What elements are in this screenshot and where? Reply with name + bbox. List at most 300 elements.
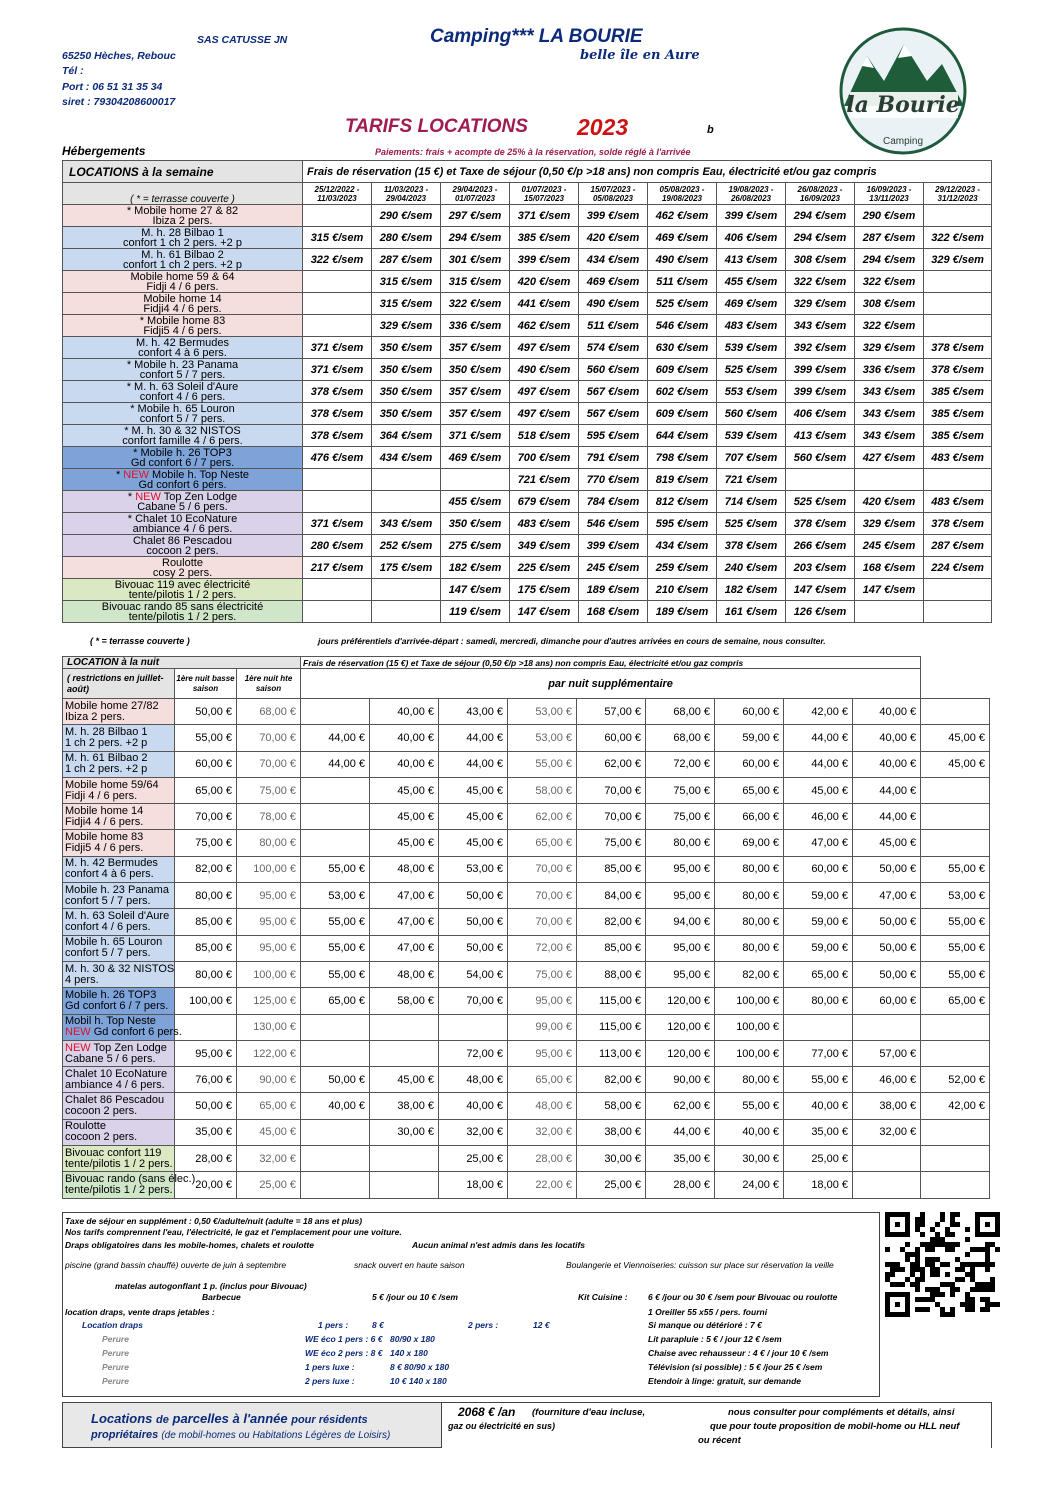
qr-module — [910, 1252, 915, 1257]
night-price-cell: 25,00 € — [784, 1146, 853, 1172]
night-price-cell: 55,00 € — [921, 961, 990, 987]
week-price-cell: 560 €/sem — [717, 403, 786, 425]
qr-module — [960, 1262, 965, 1267]
night-price-cell: 44,00 € — [301, 751, 370, 777]
label-line-2: Ibiza 2 pers. — [152, 214, 213, 227]
company-block — [62, 33, 287, 111]
week-price-cell: 434 €/sem — [372, 447, 441, 469]
week-row — [63, 557, 992, 579]
week-price-cell: 497 €/sem — [510, 403, 579, 425]
week-row — [63, 601, 992, 623]
qr-module — [960, 1267, 965, 1272]
qr-module — [905, 1257, 910, 1262]
week-price-cell: 378 €/sem — [303, 403, 372, 425]
night-price-cell: 47,00 € — [370, 883, 439, 909]
label-line-1: * Mobile h. 26 TOP3 — [133, 446, 232, 459]
week-price-cell: 525 €/sem — [717, 359, 786, 381]
week-price-cell: 469 €/sem — [717, 293, 786, 315]
night-price-cell: 38,00 € — [577, 1119, 646, 1145]
week-price-cell: 259 €/sem — [648, 557, 717, 579]
qr-module — [985, 1282, 990, 1287]
label-line-2: cocoon 2 pers. — [65, 1105, 138, 1118]
label-line-2: Gd confort 6 / 7 pers. — [65, 999, 169, 1012]
page-subtitle: belle île en Aure — [580, 48, 700, 63]
footer-consult-2: que pour toute proposition de mobil-home ou HLL neuf — [710, 1421, 960, 1432]
night-price-cell: 50,00 € — [853, 909, 921, 935]
qr-module — [920, 1277, 925, 1282]
night-price-cell: 75,00 € — [237, 777, 301, 803]
week-price-cell: 406 €/sem — [717, 227, 786, 249]
week-price-cell: 371 €/sem — [303, 513, 372, 535]
night-price-cell — [921, 830, 990, 856]
qr-module — [895, 1222, 900, 1227]
week-price-cell: 784 €/sem — [579, 491, 648, 513]
week-price-cell: 791 €/sem — [579, 447, 648, 469]
label-line-2: ambiance 4 / 6 pers. — [65, 1078, 165, 1091]
week-price-cell: 357 €/sem — [441, 337, 510, 359]
label-line-1: * NEW Mobile h. Top Neste — [115, 468, 250, 481]
piscine-note: piscine (grand bassin chauffé) ouverte de juin à septembre — [65, 1260, 287, 1270]
night-price-cell: 52,00 € — [921, 1067, 990, 1093]
qr-module — [955, 1287, 960, 1292]
date-start: 05/08/2023 - — [659, 184, 705, 194]
week-price-cell: 371 €/sem — [303, 359, 372, 381]
label-line-1: * Mobile home 27 & 82 — [126, 204, 239, 217]
qr-module — [950, 1212, 955, 1217]
night-price-cell: 50,00 € — [853, 961, 921, 987]
label-line-1: Mobile h. 23 Panama — [65, 883, 169, 896]
night-price-cell: 70,00 € — [577, 777, 646, 803]
night-price-cell: 115,00 € — [577, 1014, 646, 1040]
night-price-cell: 55,00 € — [175, 725, 237, 751]
night-price-cell: 45,00 € — [921, 751, 990, 777]
week-price-cell: 322 €/sem — [924, 227, 992, 249]
night-price-cell: 70,00 € — [237, 751, 301, 777]
night-price-cell: 62,00 € — [577, 751, 646, 777]
label-line-1: Chalet 86 Pescadou — [65, 1094, 165, 1107]
taxe-note: Taxe de séjour en supplément : 0,50 €/adulte/nuit (adulte = 18 ans et plus) — [65, 1216, 363, 1226]
night-price-cell: 95,00 € — [237, 883, 301, 909]
night-price-cell: 59,00 € — [784, 883, 853, 909]
night-price-cell: 32,00 € — [508, 1119, 577, 1145]
night-price-cell — [301, 1119, 370, 1145]
footer-residents: pour résidents — [291, 1414, 368, 1426]
qr-module — [915, 1247, 920, 1252]
qr-module — [985, 1287, 990, 1292]
footer-gaz: gaz ou électricité en sus) — [448, 1421, 556, 1431]
qr-module — [930, 1292, 935, 1297]
night-price-cell: 47,00 € — [370, 909, 439, 935]
night-col1: 1ère nuit basse saison — [175, 669, 237, 699]
label-line-2: confort 4 à 6 pers. — [65, 868, 154, 881]
night-price-cell: 28,00 € — [508, 1146, 577, 1172]
qr-module — [955, 1277, 960, 1282]
night-price-cell: 40,00 € — [370, 699, 439, 725]
night-price-cell: 48,00 € — [370, 856, 439, 882]
week-date-header — [924, 183, 992, 205]
night-row — [63, 1172, 990, 1198]
label-line-2: confort 5 / 7 pers. — [65, 894, 151, 907]
qr-module — [915, 1307, 920, 1312]
qr-module — [955, 1267, 960, 1272]
night-price-cell: 55,00 € — [301, 961, 370, 987]
night-row — [63, 1146, 990, 1172]
week-price-cell: 378 €/sem — [924, 337, 992, 359]
week-price-cell: 357 €/sem — [441, 381, 510, 403]
night-price-cell: 60,00 € — [175, 751, 237, 777]
qr-module — [950, 1222, 955, 1227]
week-row — [63, 359, 992, 381]
footer-consult-3: ou récent — [698, 1435, 741, 1446]
night-price-cell: 72,00 € — [508, 935, 577, 961]
qr-module — [945, 1282, 950, 1287]
night-row — [63, 751, 990, 777]
week-price-cell — [924, 293, 992, 315]
label-line-2: Gd confort 6 pers. — [138, 478, 227, 491]
label-line-1: M. h. 63 Soleil d'Aure — [65, 910, 170, 923]
footer-consult: nous consulter pour compléments et détails, ainsi — [728, 1407, 955, 1418]
night-price-cell: 40,00 € — [301, 1093, 370, 1119]
week-price-cell: 469 €/sem — [579, 271, 648, 293]
week-row — [63, 249, 992, 271]
night-price-cell: 30,00 € — [370, 1119, 439, 1145]
week-price-cell — [372, 469, 441, 491]
date-end: 19/08/2023 — [661, 193, 703, 203]
qr-module — [915, 1222, 920, 1227]
week-price-cell — [372, 601, 441, 623]
date-end: 16/09/2023 — [799, 193, 841, 203]
label-line-2: Fidji5 4 / 6 pers. — [65, 842, 144, 855]
night-price-cell: 65,00 € — [784, 961, 853, 987]
company-name: SAS CATUSSE JN — [197, 34, 288, 46]
label-line-2: Fidji4 4 / 6 pers. — [65, 815, 144, 828]
night-row-label — [63, 725, 175, 751]
night-price-cell: 94,00 € — [646, 909, 715, 935]
week-price-cell: 378 €/sem — [786, 513, 855, 535]
week-price-cell — [303, 491, 372, 513]
night-price-cell: 48,00 € — [508, 1093, 577, 1119]
week-price-cell: 399 €/sem — [510, 249, 579, 271]
week-date-header — [717, 183, 786, 205]
date-start: 26/08/2023 - — [797, 184, 843, 194]
night-price-cell: 88,00 € — [577, 961, 646, 987]
week-price-cell: 560 €/sem — [786, 447, 855, 469]
night-price-cell: 44,00 € — [646, 1119, 715, 1145]
week-date-header — [786, 183, 855, 205]
night-price-cell: 32,00 € — [439, 1119, 508, 1145]
night-row-label — [63, 751, 175, 777]
qr-module — [895, 1282, 900, 1287]
week-price-cell: 490 €/sem — [510, 359, 579, 381]
week-row-label — [63, 403, 303, 425]
night-price-cell: 60,00 € — [784, 856, 853, 882]
footer-de: de — [156, 1414, 169, 1426]
week-price-cell: 297 €/sem — [441, 205, 510, 227]
qr-module — [920, 1217, 925, 1222]
night-price-cell — [921, 699, 990, 725]
night-price-cell: 125,00 € — [237, 988, 301, 1014]
night-price-cell: 38,00 € — [370, 1093, 439, 1119]
week-price-cell: 245 €/sem — [579, 557, 648, 579]
night-price-cell: 40,00 € — [370, 725, 439, 751]
night-price-cell: 82,00 € — [577, 1067, 646, 1093]
qr-module — [895, 1262, 900, 1267]
week-price-cell: 469 €/sem — [648, 227, 717, 249]
night-price-cell: 47,00 € — [853, 883, 921, 909]
version-mark: b — [707, 124, 714, 136]
week-price-cell: 343 €/sem — [372, 513, 441, 535]
night-price-cell: 99,00 € — [508, 1014, 577, 1040]
date-start: 11/03/2023 - — [383, 184, 429, 194]
week-row-label — [63, 337, 303, 359]
night-price-cell: 60,00 € — [715, 699, 784, 725]
night-row-label — [63, 1014, 182, 1040]
week-row — [63, 513, 992, 535]
night-price-cell — [301, 1040, 370, 1066]
night-price-cell: 38,00 € — [853, 1093, 921, 1119]
qr-module — [925, 1242, 930, 1247]
qr-module — [970, 1262, 975, 1267]
night-price-cell: 75,00 € — [646, 804, 715, 830]
qr-module — [995, 1302, 1000, 1307]
qr-module — [890, 1272, 895, 1277]
week-price-cell: 182 €/sem — [717, 579, 786, 601]
night-price-cell — [301, 804, 370, 830]
qr-module — [930, 1237, 935, 1242]
qr-module — [900, 1267, 905, 1272]
night-row — [63, 961, 990, 987]
qr-module — [975, 1247, 980, 1252]
drap-b: 80/90 x 180 — [390, 1334, 435, 1344]
week-price-cell: 315 €/sem — [441, 271, 510, 293]
date-start: 29/04/2023 - — [452, 184, 498, 194]
qr-module — [915, 1277, 920, 1282]
qr-module — [945, 1312, 950, 1317]
week-price-cell: 483 €/sem — [924, 447, 992, 469]
week-price-cell: 413 €/sem — [717, 249, 786, 271]
night-price-cell: 55,00 € — [301, 935, 370, 961]
qr-module — [920, 1307, 925, 1312]
qr-module — [920, 1212, 925, 1217]
barbecue-price: 5 € /jour ou 10 € /sem — [372, 1292, 458, 1302]
week-price-cell: 469 €/sem — [441, 447, 510, 469]
label-line-1: Mobile home 14 — [143, 292, 222, 305]
night-price-cell: 85,00 € — [577, 935, 646, 961]
week-price-cell: 679 €/sem — [510, 491, 579, 513]
qr-module — [885, 1262, 890, 1267]
week-price-cell: 301 €/sem — [441, 249, 510, 271]
week-price-cell: 349 €/sem — [510, 535, 579, 557]
qr-module — [950, 1312, 955, 1317]
label-line-2: 4 pers. — [65, 973, 99, 986]
label-line-1: Chalet 10 EcoNature — [65, 1067, 168, 1080]
week-row — [63, 491, 992, 513]
qr-module — [905, 1242, 910, 1247]
qr-module — [945, 1242, 950, 1247]
qr-module — [935, 1287, 940, 1292]
night-price-cell: 100,00 € — [715, 1040, 784, 1066]
qr-module — [935, 1237, 940, 1242]
week-price-cell: 644 €/sem — [648, 425, 717, 447]
qr-module — [990, 1287, 995, 1292]
week-price-cell: 343 €/sem — [855, 403, 924, 425]
night-row-label — [63, 1172, 196, 1198]
week-row — [63, 293, 992, 315]
week-price-cell: 609 €/sem — [648, 359, 717, 381]
qr-module — [970, 1297, 975, 1302]
night-price-cell: 80,00 € — [175, 961, 237, 987]
night-price-cell: 72,00 € — [646, 751, 715, 777]
week-price-cell: 399 €/sem — [786, 381, 855, 403]
logo-text: la Bourie — [846, 92, 960, 118]
drap-label: Perure — [102, 1348, 129, 1358]
qr-module — [890, 1282, 895, 1287]
night-price-cell: 58,00 € — [370, 988, 439, 1014]
qr-module — [950, 1217, 955, 1222]
night-price-cell: 95,00 € — [175, 1040, 237, 1066]
week-price-cell: 350 €/sem — [372, 381, 441, 403]
week-price-cell: 434 €/sem — [648, 535, 717, 557]
week-price-cell: 630 €/sem — [648, 337, 717, 359]
night-price-cell: 85,00 € — [175, 935, 237, 961]
night-price-cell — [921, 1040, 990, 1066]
qr-module — [925, 1257, 930, 1262]
qr-module — [885, 1277, 890, 1282]
drap-b: 10 € 140 x 180 — [390, 1376, 447, 1386]
qr-module — [915, 1252, 920, 1257]
week-price-cell — [303, 315, 372, 337]
week-price-cell: 413 €/sem — [786, 425, 855, 447]
footer-hll: (de mobil-homes ou Habitations Légères de Loisirs) — [161, 1430, 391, 1441]
week-price-cell: 350 €/sem — [441, 359, 510, 381]
label-line-2: Ibiza 2 pers. — [65, 710, 125, 723]
logo-sub: Camping — [882, 136, 924, 147]
label-line-2: Gd confort 6 / 7 pers. — [130, 456, 235, 469]
week-price-cell: 308 €/sem — [786, 249, 855, 271]
label-line-1: M. h. 28 Bilbao 1 — [65, 725, 148, 738]
night-price-cell — [921, 1119, 990, 1145]
week-price-cell: 539 €/sem — [717, 337, 786, 359]
qr-module — [970, 1307, 975, 1312]
qr-module — [920, 1232, 925, 1237]
week-price-cell: 525 €/sem — [786, 491, 855, 513]
week-price-cell — [303, 205, 372, 227]
night-price-cell: 42,00 € — [921, 1093, 990, 1119]
label-line-1: M. h. 42 Bermudes — [136, 336, 229, 349]
qr-module — [970, 1277, 975, 1282]
week-date-header — [441, 183, 510, 205]
qr-module — [990, 1282, 995, 1287]
kit-price: 6 € /jour ou 30 € /sem pour Bivouac ou roulotte — [648, 1292, 838, 1302]
week-price-cell: 175 €/sem — [510, 579, 579, 601]
night-price-cell: 55,00 € — [301, 856, 370, 882]
night-price-cell: 70,00 € — [439, 988, 508, 1014]
week-row-label — [63, 205, 303, 227]
night-price-cell: 70,00 € — [508, 909, 577, 935]
night-price-cell: 46,00 € — [853, 1067, 921, 1093]
night-price-cell: 45,00 € — [921, 725, 990, 751]
night-price-cell: 55,00 € — [508, 751, 577, 777]
label-line-1: M. h. 61 Bilbao 2 — [141, 248, 224, 261]
date-start: 01/07/2023 - — [521, 184, 567, 194]
label-line-2: 1 ch 2 pers. +2 p — [65, 736, 148, 749]
week-row-label — [63, 469, 303, 491]
qr-module — [925, 1307, 930, 1312]
label-line-2: Cabane 5 / 6 pers. — [137, 500, 228, 513]
night-price-cell: 113,00 € — [577, 1040, 646, 1066]
night-price-cell: 45,00 € — [370, 804, 439, 830]
qr-module — [895, 1302, 900, 1307]
qr-module — [985, 1222, 990, 1227]
label-line-2: tente/pilotis 1 / 2 pers. — [65, 1157, 173, 1170]
week-price-cell: 350 €/sem — [372, 403, 441, 425]
week-price-cell: 539 €/sem — [717, 425, 786, 447]
week-price-cell: 490 €/sem — [648, 249, 717, 271]
lit-note: Lit parapluie : 5 € / jour 12 € /sem — [648, 1334, 782, 1344]
qr-module — [910, 1262, 915, 1267]
qr-module — [990, 1262, 995, 1267]
week-price-cell: 294 €/sem — [441, 227, 510, 249]
night-price-cell: 95,00 € — [508, 1040, 577, 1066]
night-price-cell: 69,00 € — [715, 830, 784, 856]
label-line-1: Mobil h. Top Neste — [65, 1015, 156, 1028]
drap-a: 1 pers : — [318, 1320, 349, 1330]
night-frais: Frais de réservation (15 €) et Taxe de séjour (0,50 €/p >18 ans) non compris Eau, électricité et/ou gaz compris — [301, 657, 921, 669]
label-line-1: M. h. 30 & 32 NISTOS — [65, 962, 175, 975]
night-price-cell: 72,00 € — [439, 1040, 508, 1066]
week-price-cell — [924, 579, 992, 601]
night-price-cell: 44,00 € — [784, 751, 853, 777]
week-price-cell: 798 €/sem — [648, 447, 717, 469]
night-price-cell — [784, 1014, 853, 1040]
week-price-cell: 357 €/sem — [441, 403, 510, 425]
week-price-cell: 462 €/sem — [648, 205, 717, 227]
qr-code[interactable] — [885, 1212, 1000, 1317]
night-price-cell: 60,00 € — [853, 988, 921, 1014]
qr-module — [930, 1262, 935, 1267]
night-price-cell: 59,00 € — [784, 935, 853, 961]
night-row — [63, 988, 990, 1014]
night-row-label — [63, 699, 175, 725]
night-price-cell: 55,00 € — [715, 1093, 784, 1119]
qr-module — [950, 1292, 955, 1297]
night-price-cell: 18,00 € — [439, 1172, 508, 1198]
week-price-cell: 378 €/sem — [924, 513, 992, 535]
night-price-cell: 53,00 € — [508, 725, 577, 751]
night-price-cell: 55,00 € — [301, 909, 370, 935]
week-row — [63, 227, 992, 249]
qr-module — [915, 1287, 920, 1292]
night-price-cell: 70,00 € — [508, 856, 577, 882]
night-price-cell: 65,00 € — [301, 988, 370, 1014]
qr-module — [940, 1212, 945, 1217]
week-price-cell: 266 €/sem — [786, 535, 855, 557]
qr-module — [930, 1247, 935, 1252]
qr-module — [925, 1247, 930, 1252]
label-line-1: Mobile home 59 & 64 — [130, 270, 235, 283]
night-row — [63, 1093, 990, 1119]
qr-module — [910, 1267, 915, 1272]
qr-module — [980, 1307, 985, 1312]
week-price-cell: 161 €/sem — [717, 601, 786, 623]
week-row-label — [63, 359, 303, 381]
week-price-cell: 329 €/sem — [924, 249, 992, 271]
night-price-cell: 45,00 € — [370, 777, 439, 803]
week-price-cell: 343 €/sem — [855, 425, 924, 447]
qr-module — [895, 1267, 900, 1272]
night-price-cell: 55,00 € — [921, 856, 990, 882]
week-price-cell: 371 €/sem — [303, 337, 372, 359]
